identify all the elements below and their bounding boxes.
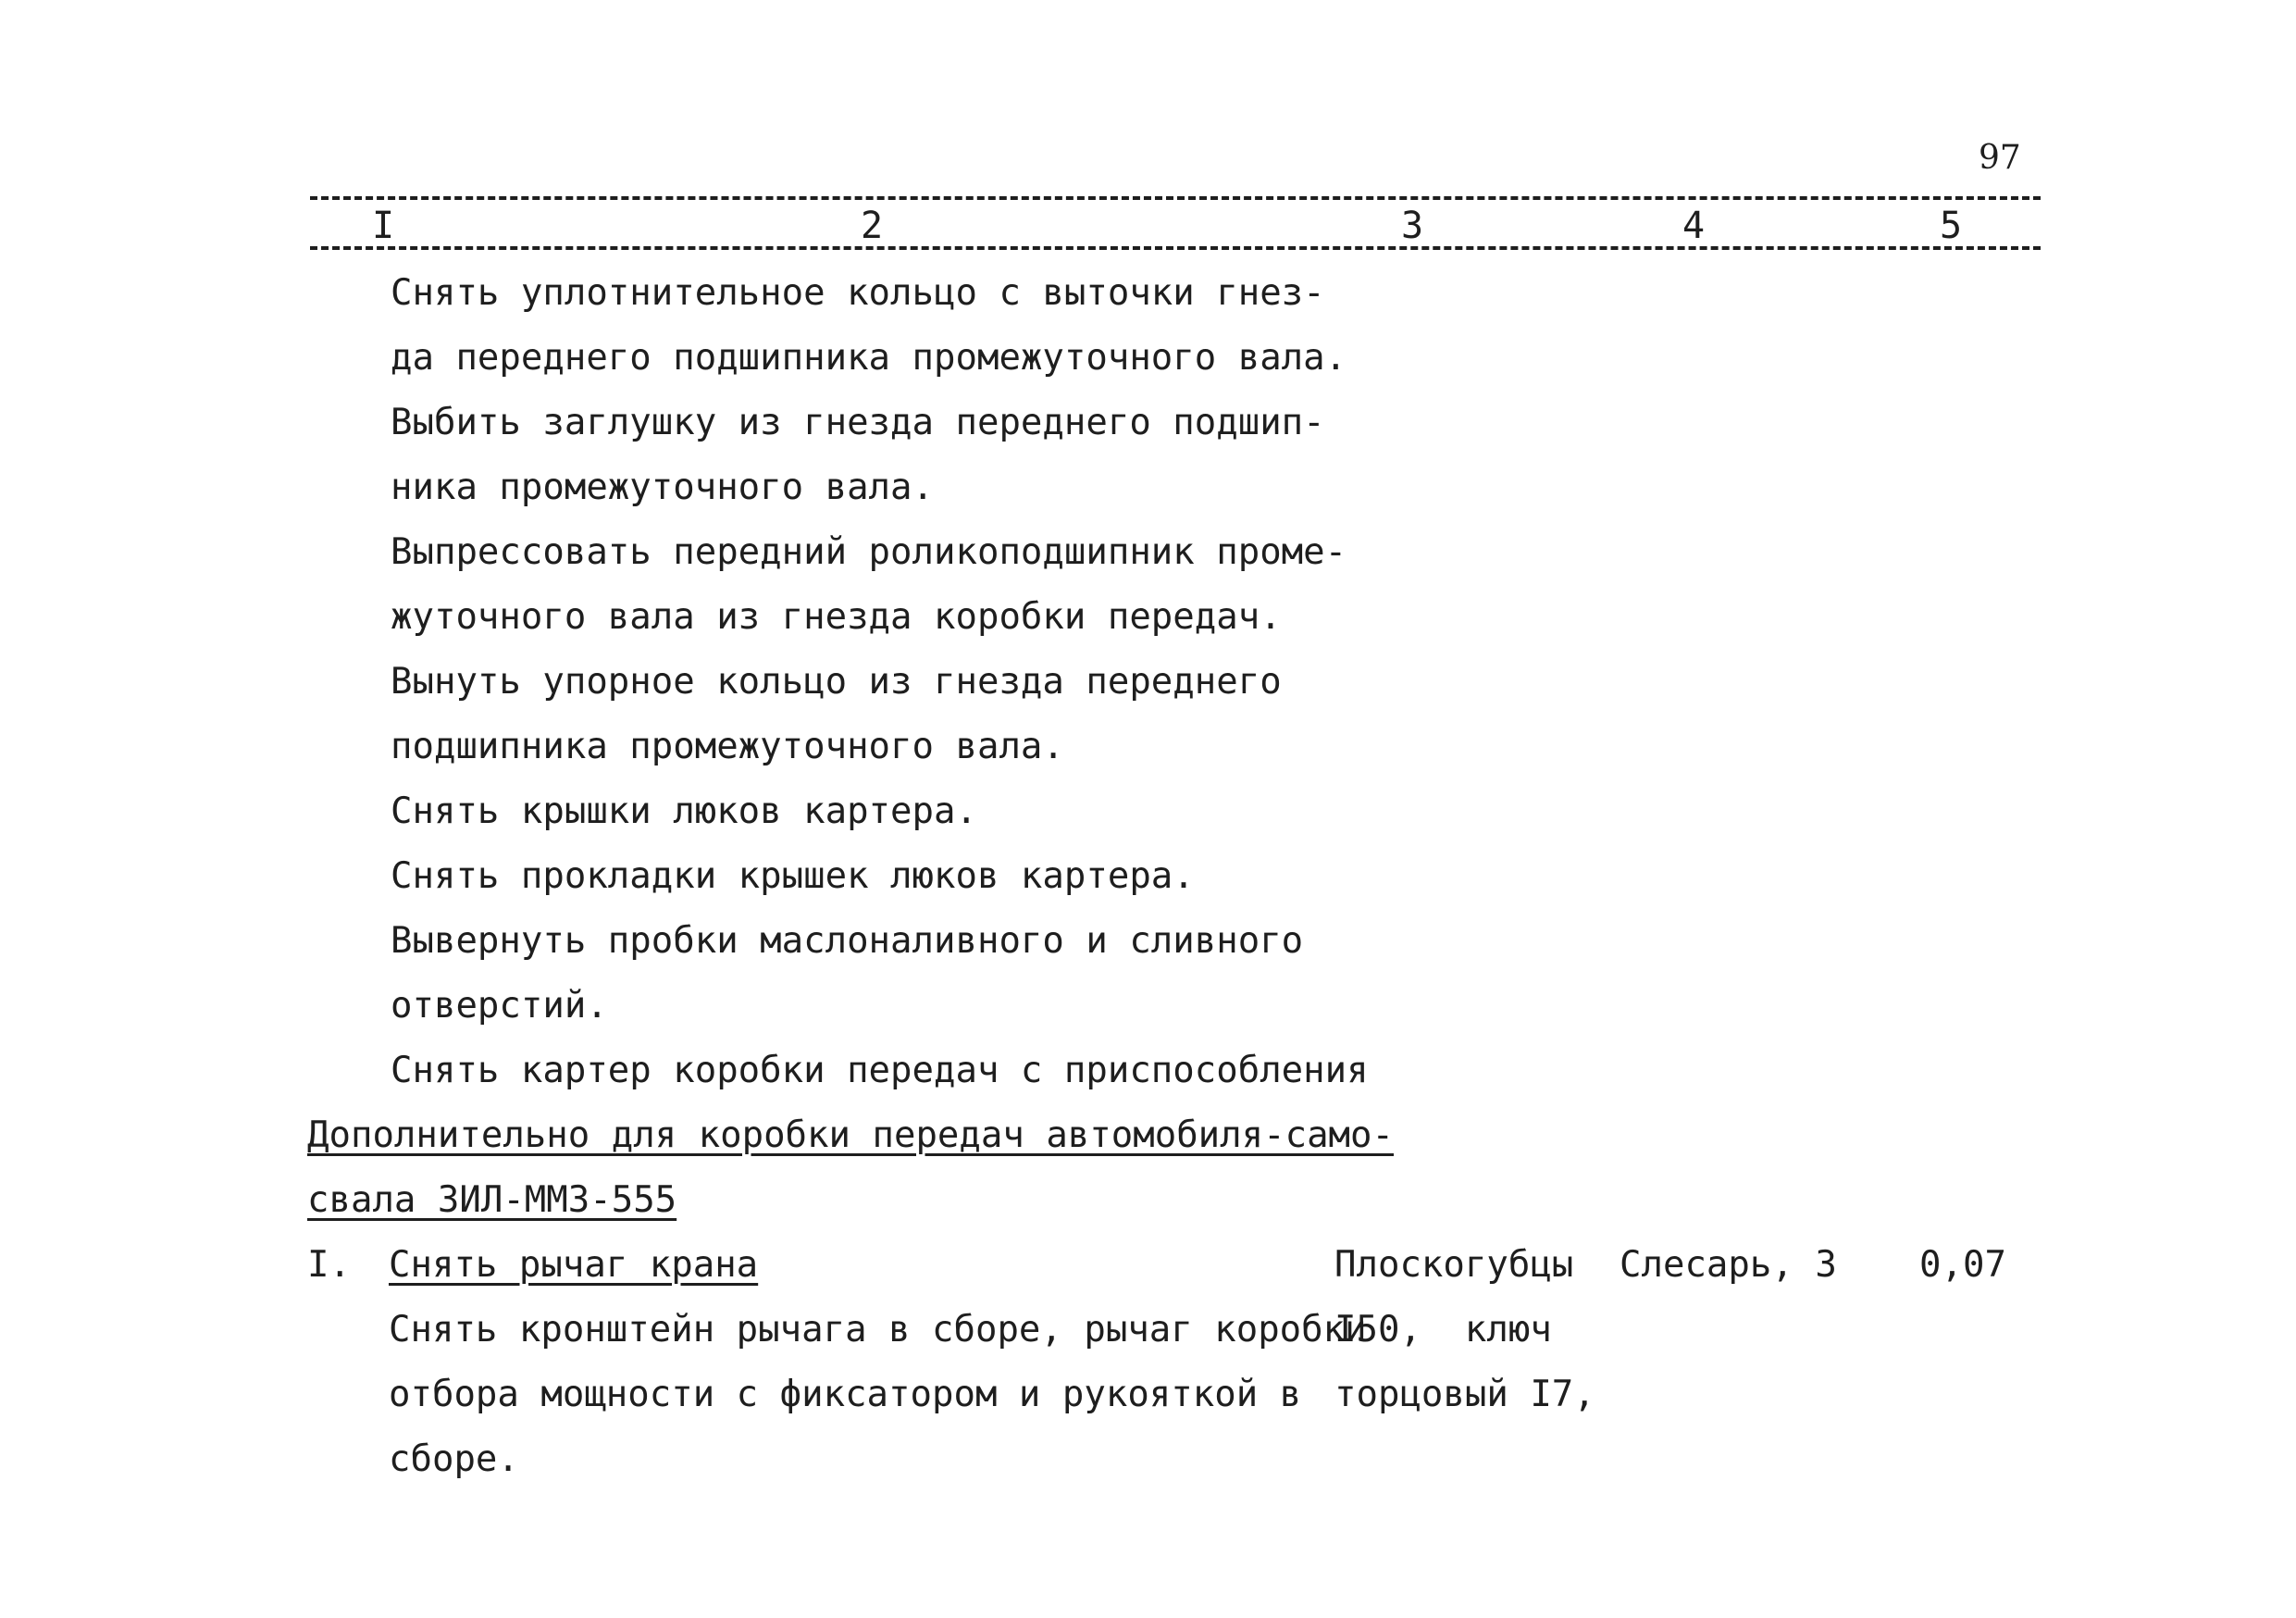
operation-description-line: сборе. xyxy=(389,1438,519,1480)
operation-title: Снять рычаг крана xyxy=(389,1244,759,1286)
text-line: жуточного вала из гнезда коробки передач. xyxy=(391,596,1282,638)
table-header-bottom-rule xyxy=(310,246,2041,250)
text-line: Снять картер коробки передач с приспособления xyxy=(391,1050,1369,1091)
column-number-5: 5 xyxy=(1934,205,1967,246)
worker-grade: Слесарь, 3 xyxy=(1620,1244,1837,1286)
text-line: да переднего подшипника промежуточного вала. xyxy=(391,337,1347,379)
section-heading-line: Дополнительно для коробки передач автомобиля-само- xyxy=(307,1114,1394,1156)
table-header-top-rule xyxy=(310,196,2041,200)
time-norm: 0,07 xyxy=(1919,1244,2006,1286)
text-line: Выбить заглушку из гнезда переднего подшип- xyxy=(391,402,1325,443)
column-number-2: 2 xyxy=(855,205,888,246)
tools-line: Плоскогубцы xyxy=(1334,1244,1574,1286)
text-line: Выпрессовать передний роликоподшипник проме- xyxy=(391,531,1347,573)
operation-description-line: отбора мощности с фиксатором и рукояткой в xyxy=(389,1374,1302,1415)
text-line: подшипника промежуточного вала. xyxy=(391,726,1064,767)
tools-line: I50, ключ xyxy=(1334,1309,1552,1350)
text-line: Вынуть упорное кольцо из гнезда переднего xyxy=(391,661,1282,703)
text-line: Снять прокладки крышек люков картера. xyxy=(391,855,1195,897)
column-number-1: I xyxy=(366,205,400,246)
section-heading-line: свала ЗИЛ-ММЗ-555 xyxy=(307,1179,677,1221)
text-line: Снять уплотнительное кольцо с выточки гнез- xyxy=(391,272,1325,314)
text-line: ника промежуточного вала. xyxy=(391,467,934,508)
text-line: отверстий. xyxy=(391,985,608,1027)
text-line: Снять крышки люков картера. xyxy=(391,790,977,832)
tools-line: торцовый I7, xyxy=(1334,1374,1595,1415)
text-line: Вывернуть пробки маслоналивного и сливного xyxy=(391,920,1304,962)
column-number-4: 4 xyxy=(1677,205,1710,246)
page-number: 97 xyxy=(1979,139,2021,177)
operation-number: I. xyxy=(307,1244,351,1286)
column-number-3: 3 xyxy=(1396,205,1429,246)
operation-description-line: Снять кронштейн рычага в сборе, рычаг коробки xyxy=(389,1309,1367,1350)
